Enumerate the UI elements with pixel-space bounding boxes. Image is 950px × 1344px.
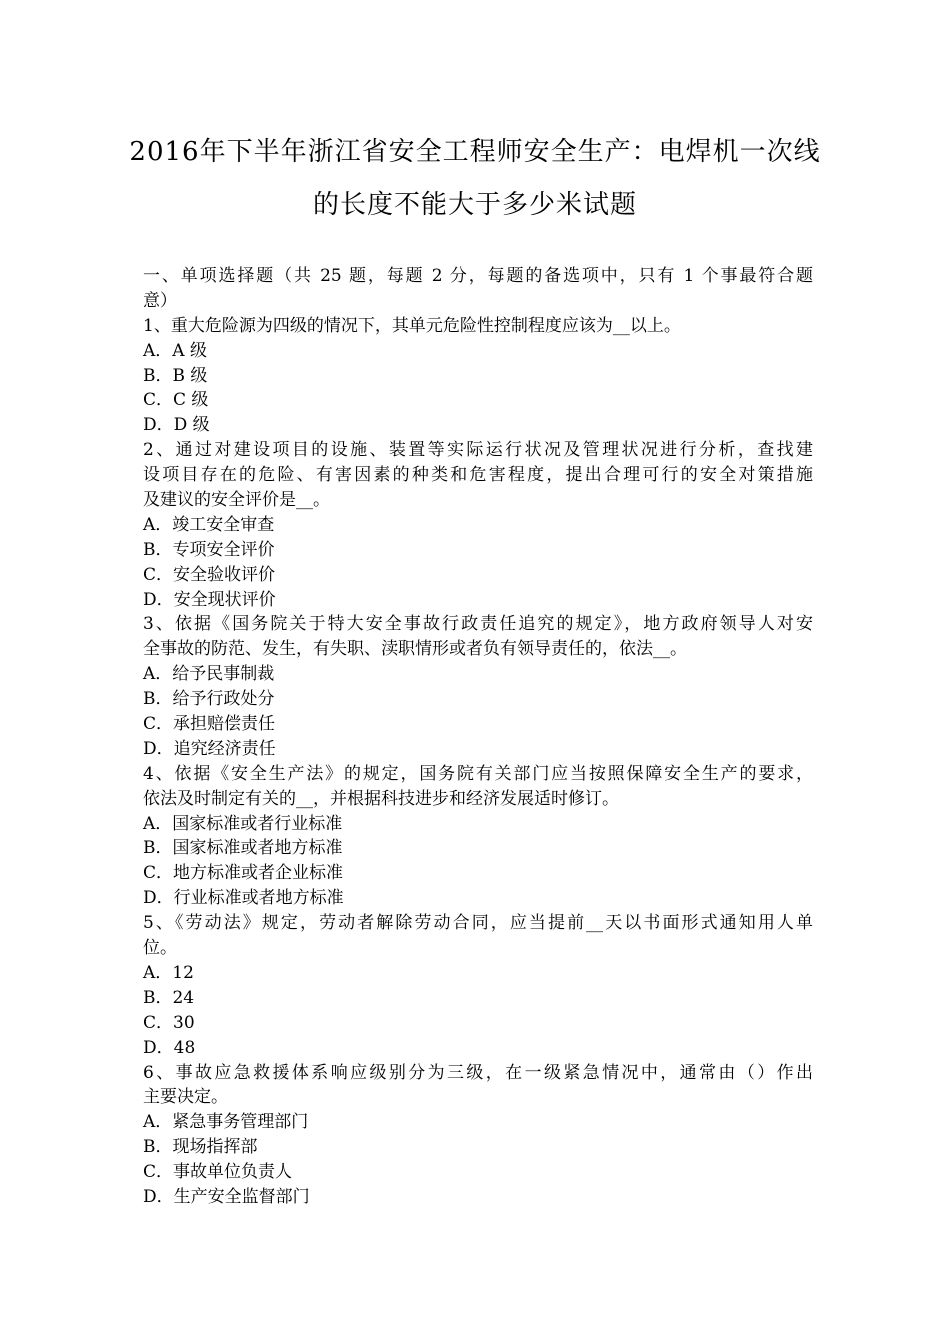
answer-option: B．专项安全评价 <box>143 539 275 560</box>
answer-option: D．安全现状评价 <box>143 589 276 610</box>
answer-option: C．地方标准或者企业标准 <box>143 863 344 884</box>
document-title-line-1: 2016年下半年浙江省安全工程师安全生产：电焊机一次线 <box>129 137 821 167</box>
question-text-line: 1、重大危险源为四级的情况下，其单元危险性控制程度应该为__以上。 <box>143 315 681 336</box>
section-heading-line: 一、单项选择题（共 25 题，每题 2 分，每题的备选项中，只有 1 个事最符合题 <box>143 266 813 286</box>
question-block <box>143 1061 813 1210</box>
document-title-line-2: 的长度不能大于多少米试题 <box>312 190 637 220</box>
answer-option: A．国家标准或者行业标准 <box>143 813 343 834</box>
question-text-line: 2、通过对建设项目的设施、装置等实际运行状况及管理状况进行分析，查找建 <box>143 440 813 461</box>
answer-option: A．竣工安全审查 <box>143 514 275 535</box>
question-text-line: 位。 <box>143 938 177 959</box>
section-heading-line: 意） <box>143 290 177 311</box>
answer-option: A．紧急事务管理部门 <box>143 1112 309 1133</box>
question-text-line: 5、《劳动法》规定，劳动者解除劳动合同，应当提前__天以书面形式通知用人单 <box>143 913 813 934</box>
answer-option: A．12 <box>143 962 194 983</box>
answer-option: D．48 <box>143 1037 196 1058</box>
question-text-line: 6、事故应急救援体系响应级别分为三级，在一级紧急情况中，通常由（）作出 <box>143 1062 813 1083</box>
answer-option: C．安全验收评价 <box>143 564 276 585</box>
document-body <box>143 264 813 1210</box>
question-text-line: 4、依据《安全生产法》的规定，国务院有关部门应当按照保障安全生产的要求， <box>143 763 813 784</box>
question-text-line: 及建议的安全评价是__。 <box>143 490 330 511</box>
answer-option: B．现场指挥部 <box>143 1137 258 1158</box>
answer-option: C．事故单位负责人 <box>143 1162 293 1183</box>
question-block <box>143 612 813 761</box>
answer-option: B．24 <box>143 987 195 1008</box>
answer-option: B．B 级 <box>143 365 208 386</box>
question-text-line: 设项目存在的危险、有害因素的种类和危害程度，提出合理可行的安全对策措施 <box>143 465 813 486</box>
answer-option: C．C 级 <box>143 390 209 411</box>
answer-option: A．A 级 <box>143 340 207 361</box>
answer-option: B．国家标准或者地方标准 <box>143 838 343 859</box>
answer-option: C．30 <box>143 1012 195 1033</box>
question-block <box>143 762 813 911</box>
question-text-line: 3、依据《国务院关于特大安全事故行政责任追究的规定》，地方政府领导人对安 <box>143 614 813 635</box>
answer-option: B．给予行政处分 <box>143 689 275 710</box>
question-text-line: 依法及时制定有关的__，并根据科技进步和经济发展适时修订。 <box>143 788 619 809</box>
question-block <box>143 911 813 1060</box>
answer-option: D．生产安全监督部门 <box>143 1186 310 1207</box>
answer-option: C．承担赔偿责任 <box>143 714 276 735</box>
answer-option: D．行业标准或者地方标准 <box>143 888 344 909</box>
question-block <box>143 314 813 438</box>
answer-option: A．给予民事制裁 <box>143 664 275 685</box>
answer-option: D．追究经济责任 <box>143 738 276 759</box>
question-block <box>143 438 813 612</box>
question-text-line: 全事故的防范、发生，有失职、渎职情形或者负有领导责任的，依法__。 <box>143 639 687 660</box>
answer-option: D．D 级 <box>143 415 210 436</box>
question-text-line: 主要决定。 <box>143 1087 228 1108</box>
